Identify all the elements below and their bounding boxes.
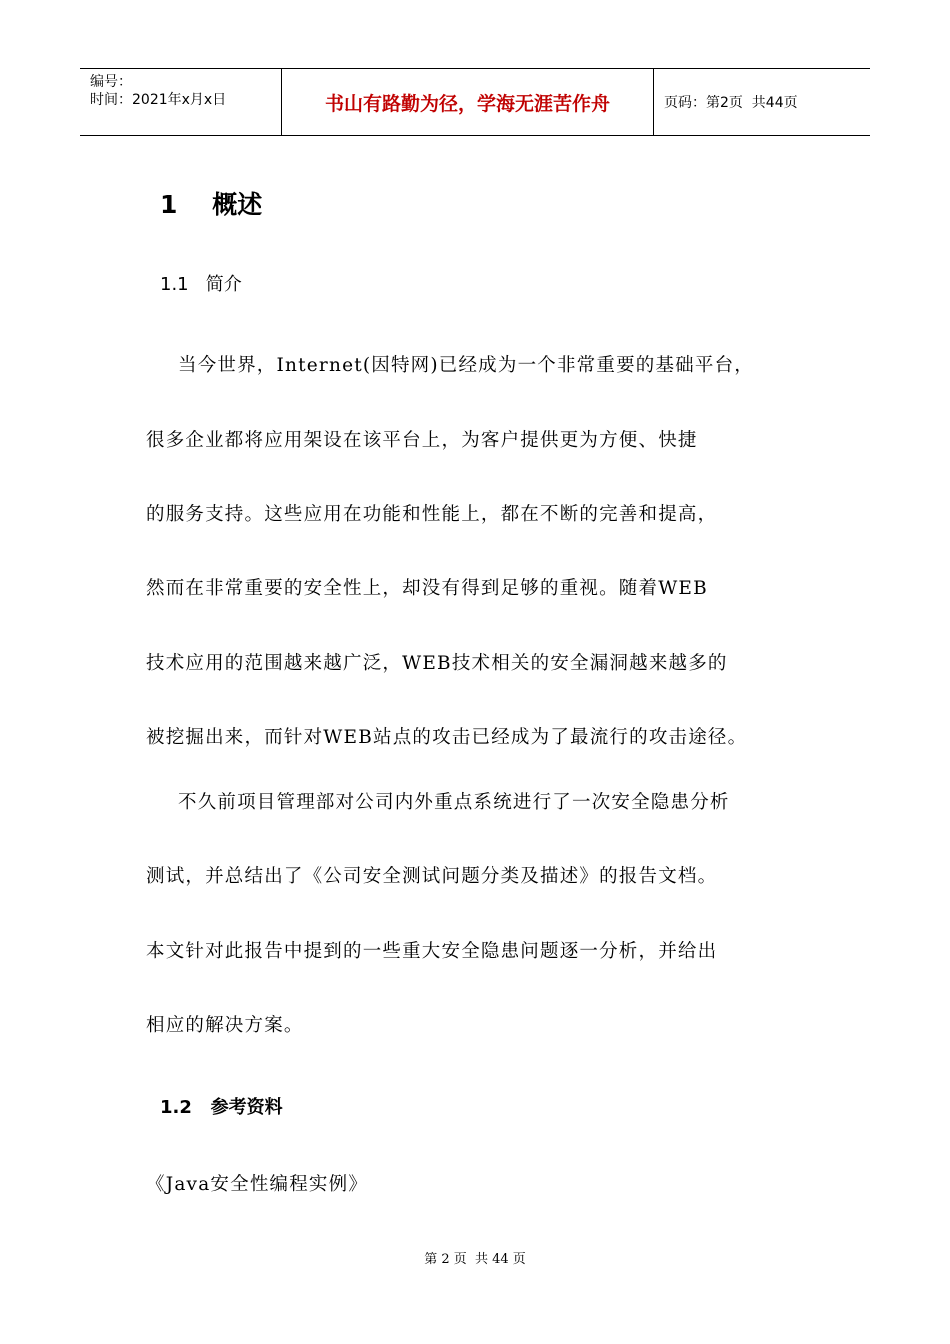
paragraph-line: 被挖掘出来，而针对WEB站点的攻击已经成为了最流行的攻击途径。 xyxy=(146,727,748,748)
paragraph-line: 本文针对此报告中提到的一些重大安全隐患问题逐一分析，并给出 xyxy=(146,941,718,962)
paragraph-line: 相应的解决方案。 xyxy=(146,1015,304,1036)
paragraph-line: 很多企业都将应用架设在该平台上，为客户提供更为方便、快捷 xyxy=(146,430,698,451)
header-page-info xyxy=(654,69,870,135)
page-footer: 第 2 页 共 44 页 xyxy=(424,1252,526,1267)
paragraph-line: 测试，并总结出了《公司安全测试问题分类及描述》的报告文档。 xyxy=(146,866,718,887)
document-date: 时间：2021年x月x日 xyxy=(90,92,227,108)
paragraph-line: 技术应用的范围越来越广泛，WEB技术相关的安全漏洞越来越多的 xyxy=(146,653,728,674)
subsection-heading-intro: 1.1 简介 xyxy=(160,274,242,295)
paragraph-line: 不久前项目管理部对公司内外重点系统进行了一次安全隐患分析 xyxy=(178,792,730,813)
paragraph-line: 然而在非常重要的安全性上，却没有得到足够的重视。随着WEB xyxy=(146,578,708,599)
document-number: 编号： xyxy=(90,74,132,90)
header-motto xyxy=(282,69,654,135)
motto-text: 书山有路勤为径，学海无涯苦作舟 xyxy=(324,92,610,115)
header-meta xyxy=(80,69,282,135)
section-heading-overview: 1 概述 xyxy=(160,190,263,219)
paragraph-line: 的服务支持。这些应用在功能和性能上，都在不断的完善和提高， xyxy=(146,504,718,525)
subsection-heading-references: 1.2 参考资料 xyxy=(160,1097,283,1118)
page-header xyxy=(80,68,870,136)
page-info-text: 页码：第2页 共44页 xyxy=(664,95,798,111)
reference-item: 《Java安全性编程实例》 xyxy=(146,1174,369,1195)
paragraph-line: 当今世界，Internet(因特网)已经成为一个非常重要的基础平台， xyxy=(178,355,754,376)
